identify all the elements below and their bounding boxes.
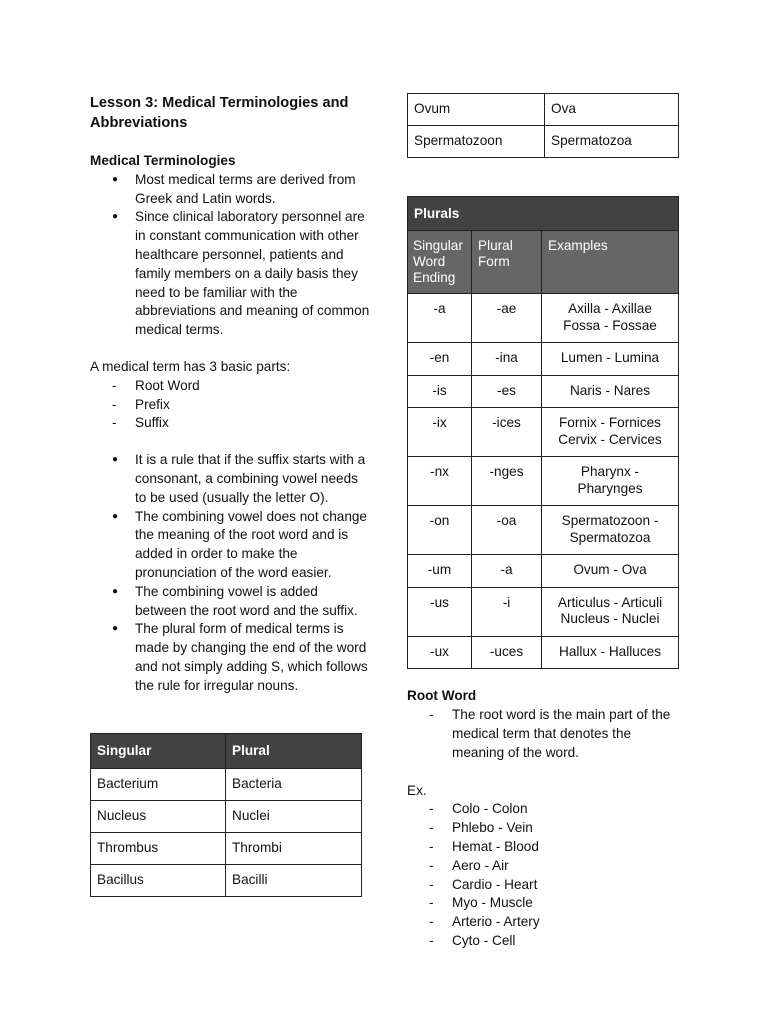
table-cell: -i	[472, 587, 542, 636]
table-cell: -ae	[472, 294, 542, 343]
table-cell: Naris - Nares	[542, 375, 679, 408]
table-cell: -ux	[408, 636, 472, 669]
table-cell: -nx	[408, 457, 472, 506]
list-item: - Phlebo - Vein	[407, 819, 679, 838]
rule-bullet-list	[90, 451, 370, 695]
table-row	[408, 294, 679, 343]
list-item: - Myo - Muscle	[407, 894, 679, 913]
table-row	[91, 832, 362, 864]
table-row	[408, 457, 679, 506]
list-item: - Aero - Air	[407, 857, 679, 876]
table-cell: Spermatozoon	[408, 125, 545, 157]
table-header: Plural	[226, 733, 362, 769]
table-cell: -nges	[472, 457, 542, 506]
table-cell: -oa	[472, 506, 542, 555]
list-item: ● Since clinical laboratory personnel are in constant communication with other healthcare personnel, patients and family members on a daily basis they need to be familiar with the abbreviations and meaning of common medical terms.	[90, 208, 370, 340]
table-row	[91, 864, 362, 896]
table-cell: Bacilli	[226, 864, 362, 896]
table-cell: -ina	[472, 343, 542, 376]
list-item: - Hemat - Blood	[407, 838, 679, 857]
table-header-row	[408, 231, 679, 294]
list-item: ● The combining vowel is added between the root word and the suffix.	[90, 583, 370, 621]
list-item: - Prefix	[90, 396, 370, 415]
table-cell: -ix	[408, 408, 472, 457]
table-cell: Nuclei	[226, 801, 362, 833]
table-row	[408, 375, 679, 408]
table-header: Examples	[542, 231, 679, 294]
examples-label: Ex.	[407, 782, 427, 798]
list-item: - The root word is the main part of the medical term that denotes the meaning of the word.	[407, 706, 679, 762]
table-header: Plural Form	[472, 231, 542, 294]
table-cell: Spermatozoon - Spermatozoa	[542, 506, 679, 555]
ovum-table	[407, 93, 679, 158]
list-item: ● It is a rule that if the suffix starts with a consonant, a combining vowel needs to be used (usually the letter O).	[90, 451, 370, 507]
table-row	[408, 343, 679, 376]
table-cell: Axilla - Axillae Fossa - Fossae	[542, 294, 679, 343]
table-cell: Thrombi	[226, 832, 362, 864]
table-cell: -a	[472, 555, 542, 588]
list-item: - Cyto - Cell	[407, 932, 679, 951]
table-cell: Ovum - Ova	[542, 555, 679, 588]
table-row	[91, 769, 362, 801]
section-heading-root-word: Root Word	[407, 688, 477, 704]
table-title-row	[408, 196, 679, 231]
table-cell: -um	[408, 555, 472, 588]
table-row	[408, 506, 679, 555]
page-title: Lesson 3: Medical Terminologies and Abbreviations	[90, 95, 349, 131]
table-cell: -a	[408, 294, 472, 343]
list-item: ● The combining vowel does not change the meaning of the root word and is added in order to make the pronunciation of the word easier.	[90, 508, 370, 583]
plurals-table-body	[408, 294, 679, 669]
table-cell: Ova	[545, 94, 679, 126]
table-row	[408, 636, 679, 669]
table-cell: Ovum	[408, 94, 545, 126]
list-item: - Colo - Colon	[407, 800, 679, 819]
table-cell: Spermatozoa	[545, 125, 679, 157]
table-cell: Articulus - Articuli Nucleus - Nuclei	[542, 587, 679, 636]
list-item: ● Most medical terms are derived from Greek and Latin words.	[90, 171, 370, 209]
parts-list	[90, 377, 370, 433]
parts-intro: A medical term has 3 basic parts:	[90, 358, 291, 374]
table-cell: -us	[408, 587, 472, 636]
intro-bullet-list	[90, 171, 370, 340]
table-row	[408, 125, 679, 157]
table-cell: Nucleus	[91, 801, 226, 833]
table-row	[408, 94, 679, 126]
table-cell: -es	[472, 375, 542, 408]
table-cell: Fornix - Fornices Cervix - Cervices	[542, 408, 679, 457]
left-column	[90, 93, 370, 897]
table-cell: -is	[408, 375, 472, 408]
table-cell: Bacterium	[91, 769, 226, 801]
list-item: - Arterio - Artery	[407, 913, 679, 932]
table-row	[408, 587, 679, 636]
singular-plural-table	[90, 733, 362, 897]
right-column	[407, 93, 679, 951]
root-word-examples-list	[407, 800, 679, 950]
table-row	[91, 801, 362, 833]
plurals-table	[407, 196, 679, 670]
table-cell: Bacteria	[226, 769, 362, 801]
root-word-description-list	[407, 706, 679, 762]
table-cell: Thrombus	[91, 832, 226, 864]
table-header-row	[91, 733, 362, 769]
table-cell: -on	[408, 506, 472, 555]
table-header: Singular Word Ending	[408, 231, 472, 294]
table-cell: -en	[408, 343, 472, 376]
table-cell: -ices	[472, 408, 542, 457]
list-item: - Cardio - Heart	[407, 876, 679, 895]
plurals-table-title: Plurals	[408, 196, 679, 231]
list-item: - Root Word	[90, 377, 370, 396]
table-cell: Bacillus	[91, 864, 226, 896]
table-cell: Hallux - Halluces	[542, 636, 679, 669]
table-cell: Lumen - Lumina	[542, 343, 679, 376]
table-row	[408, 408, 679, 457]
list-item: ● The plural form of medical terms is made by changing the end of the word and not simply adding S, which follows the rule for irregular nouns.	[90, 620, 370, 695]
table-cell: Pharynx - Pharynges	[542, 457, 679, 506]
table-header: Singular	[91, 733, 226, 769]
list-item: - Suffix	[90, 414, 370, 433]
table-row	[408, 555, 679, 588]
section-heading-medical-terminologies: Medical Terminologies	[90, 153, 236, 168]
table-cell: -uces	[472, 636, 542, 669]
